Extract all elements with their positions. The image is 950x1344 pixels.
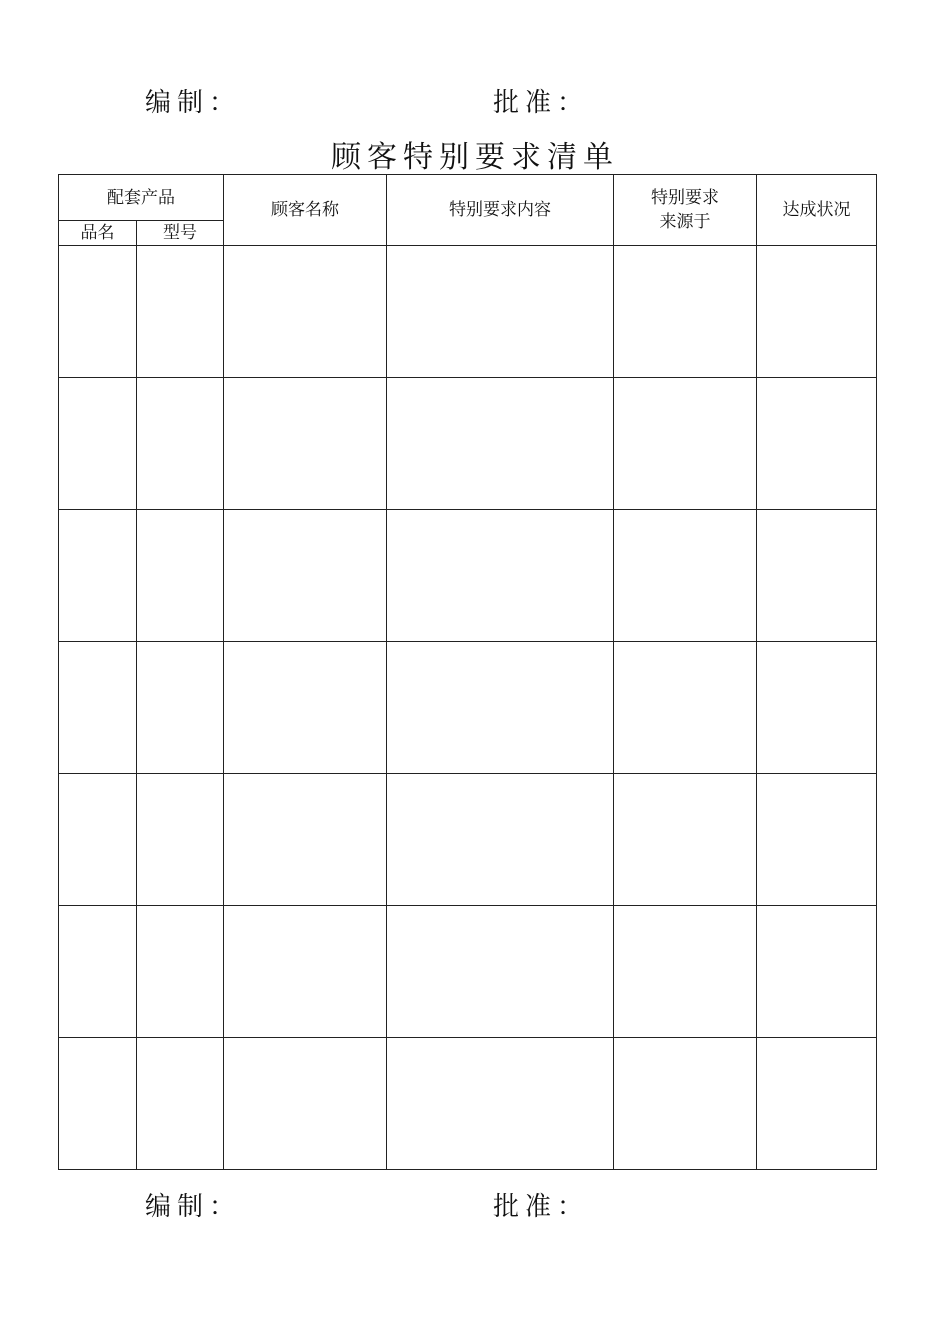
cell-product-name[interactable] [59, 510, 137, 642]
table-row [59, 642, 877, 774]
cell-requirement-source[interactable] [614, 642, 757, 774]
cell-requirement-source[interactable] [614, 246, 757, 378]
table-row [59, 510, 877, 642]
header-customer-name: 顾客名称 [224, 175, 387, 246]
cell-model[interactable] [137, 246, 224, 378]
prepared-by-label: 编制： [145, 88, 242, 118]
cell-product-name[interactable] [59, 906, 137, 1038]
cell-status[interactable] [757, 510, 877, 642]
cell-customer-name[interactable] [224, 246, 387, 378]
cell-requirement-source[interactable] [614, 378, 757, 510]
cell-product-name[interactable] [59, 774, 137, 906]
cell-model[interactable] [137, 774, 224, 906]
cell-requirement-content[interactable] [387, 1038, 614, 1170]
cell-customer-name[interactable] [224, 510, 387, 642]
header-model: 型号 [137, 221, 224, 246]
cell-requirement-content[interactable] [387, 246, 614, 378]
cell-model[interactable] [137, 906, 224, 1038]
cell-requirement-content[interactable] [387, 774, 614, 906]
header-status: 达成状况 [757, 175, 877, 246]
cell-product-name[interactable] [59, 642, 137, 774]
cell-requirement-content[interactable] [387, 642, 614, 774]
header-source-line2: 来源于 [659, 212, 711, 232]
cell-product-name[interactable] [59, 246, 137, 378]
cell-product-name[interactable] [59, 1038, 137, 1170]
signature-line-bottom [0, 1186, 950, 1226]
cell-model[interactable] [137, 1038, 224, 1170]
cell-status[interactable] [757, 378, 877, 510]
cell-requirement-source[interactable] [614, 510, 757, 642]
cell-requirement-content[interactable] [387, 510, 614, 642]
cell-requirement-content[interactable] [387, 378, 614, 510]
header-source-line1: 特别要求 [651, 188, 719, 208]
table-header-row [59, 175, 877, 221]
cell-requirement-source[interactable] [614, 1038, 757, 1170]
cell-customer-name[interactable] [224, 1038, 387, 1170]
cell-status[interactable] [757, 1038, 877, 1170]
table-row [59, 774, 877, 906]
cell-customer-name[interactable] [224, 906, 387, 1038]
cell-requirement-source[interactable] [614, 906, 757, 1038]
cell-status[interactable] [757, 906, 877, 1038]
header-product-name: 品名 [59, 221, 137, 246]
cell-status[interactable] [757, 774, 877, 906]
prepared-by-label: 编制： [145, 1192, 242, 1222]
approved-by-label: 批准： [493, 1192, 590, 1222]
approved-by-label: 批准： [493, 88, 590, 118]
cell-status[interactable] [757, 246, 877, 378]
cell-customer-name[interactable] [224, 774, 387, 906]
signature-line-top [0, 82, 950, 122]
header-requirement-source [614, 175, 757, 246]
cell-customer-name[interactable] [224, 378, 387, 510]
cell-requirement-source[interactable] [614, 774, 757, 906]
cell-model[interactable] [137, 378, 224, 510]
cell-product-name[interactable] [59, 378, 137, 510]
cell-model[interactable] [137, 642, 224, 774]
table-row [59, 906, 877, 1038]
cell-model[interactable] [137, 510, 224, 642]
header-requirement-content: 特别要求内容 [387, 175, 614, 246]
requirements-table [58, 174, 877, 1170]
table-row [59, 246, 877, 378]
cell-status[interactable] [757, 642, 877, 774]
header-product-group: 配套产品 [59, 175, 224, 221]
cell-customer-name[interactable] [224, 642, 387, 774]
cell-requirement-content[interactable] [387, 906, 614, 1038]
table-row [59, 1038, 877, 1170]
table-row [59, 378, 877, 510]
document-title: 顾客特别要求清单 [331, 140, 619, 175]
